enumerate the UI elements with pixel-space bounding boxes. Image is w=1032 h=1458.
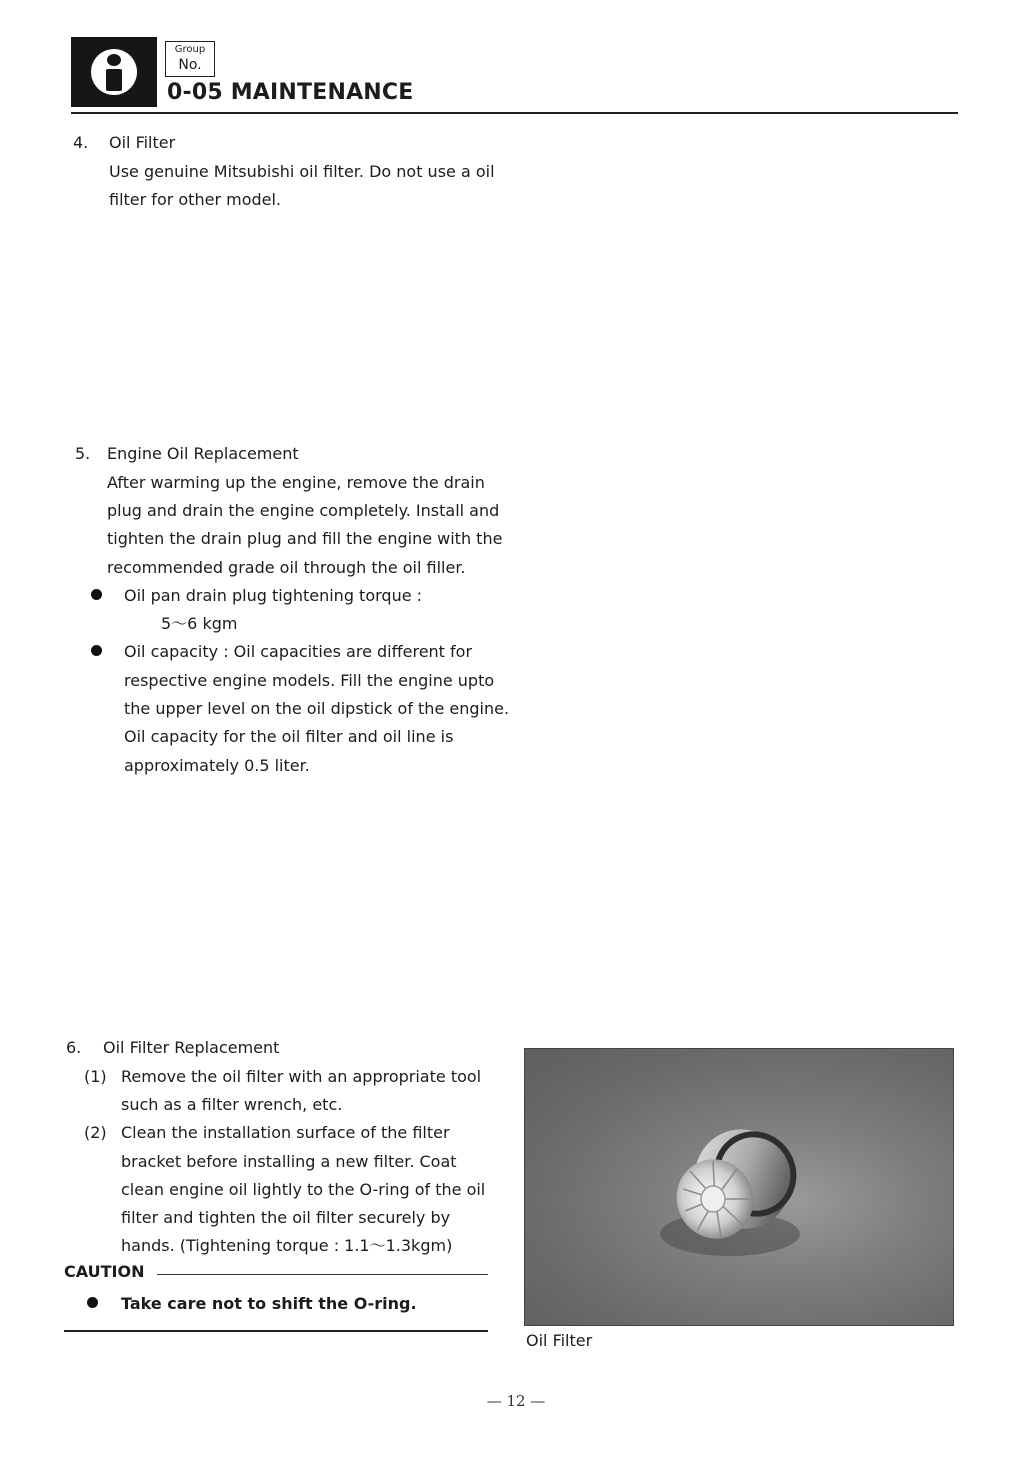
section-4-line: filter for other model. [109,190,282,209]
section-5-line: plug and drain the engine completely. Install and [107,501,500,520]
capacity-line: approximately 0.5 liter. [124,756,310,775]
step-2-line: Clean the installation surface of the filter [121,1123,450,1142]
section-4-number: 4. [73,133,89,152]
torque-value: 5～6 kgm [161,614,238,633]
step-2-label: (2) [84,1123,107,1142]
header-divider [71,112,958,114]
section-5-title: Engine Oil Replacement [107,444,299,463]
step-2-line: bracket before installing a new filter. Coat [121,1152,457,1171]
step-1-line: such as a filter wrench, etc. [121,1095,343,1114]
caution-text: Take care not to shift the O-ring. [121,1294,417,1313]
step-2-line: clean engine oil lightly to the O-ring of the oil [121,1180,486,1199]
page-number: — 12 — [486,1392,546,1410]
section-5-line: tighten the drain plug and fill the engine with the [107,529,503,548]
figure-caption: Oil Filter [526,1331,593,1350]
page-title: 0-05 MAINTENANCE [167,80,414,105]
torque-bullet-text: Oil pan drain plug tightening torque : [124,586,423,605]
step-1-line: Remove the oil filter with an appropriate tool [121,1067,482,1086]
bullet-icon [91,589,102,600]
section-6-title: Oil Filter Replacement [103,1038,280,1057]
section-5-line: After warming up the engine, remove the drain [107,473,485,492]
bullet-icon [87,1297,98,1308]
caution-divider [157,1274,488,1275]
group-number-box [165,41,215,77]
capacity-line: Oil capacity : Oil capacities are different for [124,642,473,661]
section-4-title: Oil Filter [109,133,176,152]
group-label: Group [174,44,206,55]
step-2-line: filter and tighten the oil filter securely by [121,1208,451,1227]
info-icon [91,49,137,95]
section-6-number: 6. [66,1038,82,1057]
info-badge [71,37,157,107]
no-label: No. [178,57,202,73]
caution-bottom-divider [64,1330,488,1332]
capacity-line: Oil capacity for the oil filter and oil line is [124,727,454,746]
bullet-icon [91,645,102,656]
section-5-line: recommended grade oil through the oil filler. [107,558,466,577]
step-2-line: hands. (Tightening torque : 1.1～1.3kgm) [121,1236,453,1255]
capacity-line: respective engine models. Fill the engine upto [124,671,495,690]
oil-filter-photo [524,1048,954,1326]
section-4-line: Use genuine Mitsubishi oil filter. Do not use a oil [109,162,495,181]
caution-label: CAUTION [64,1262,145,1281]
capacity-line: the upper level on the oil dipstick of the engine. [124,699,510,718]
step-1-label: (1) [84,1067,107,1086]
section-5-number: 5. [75,444,91,463]
